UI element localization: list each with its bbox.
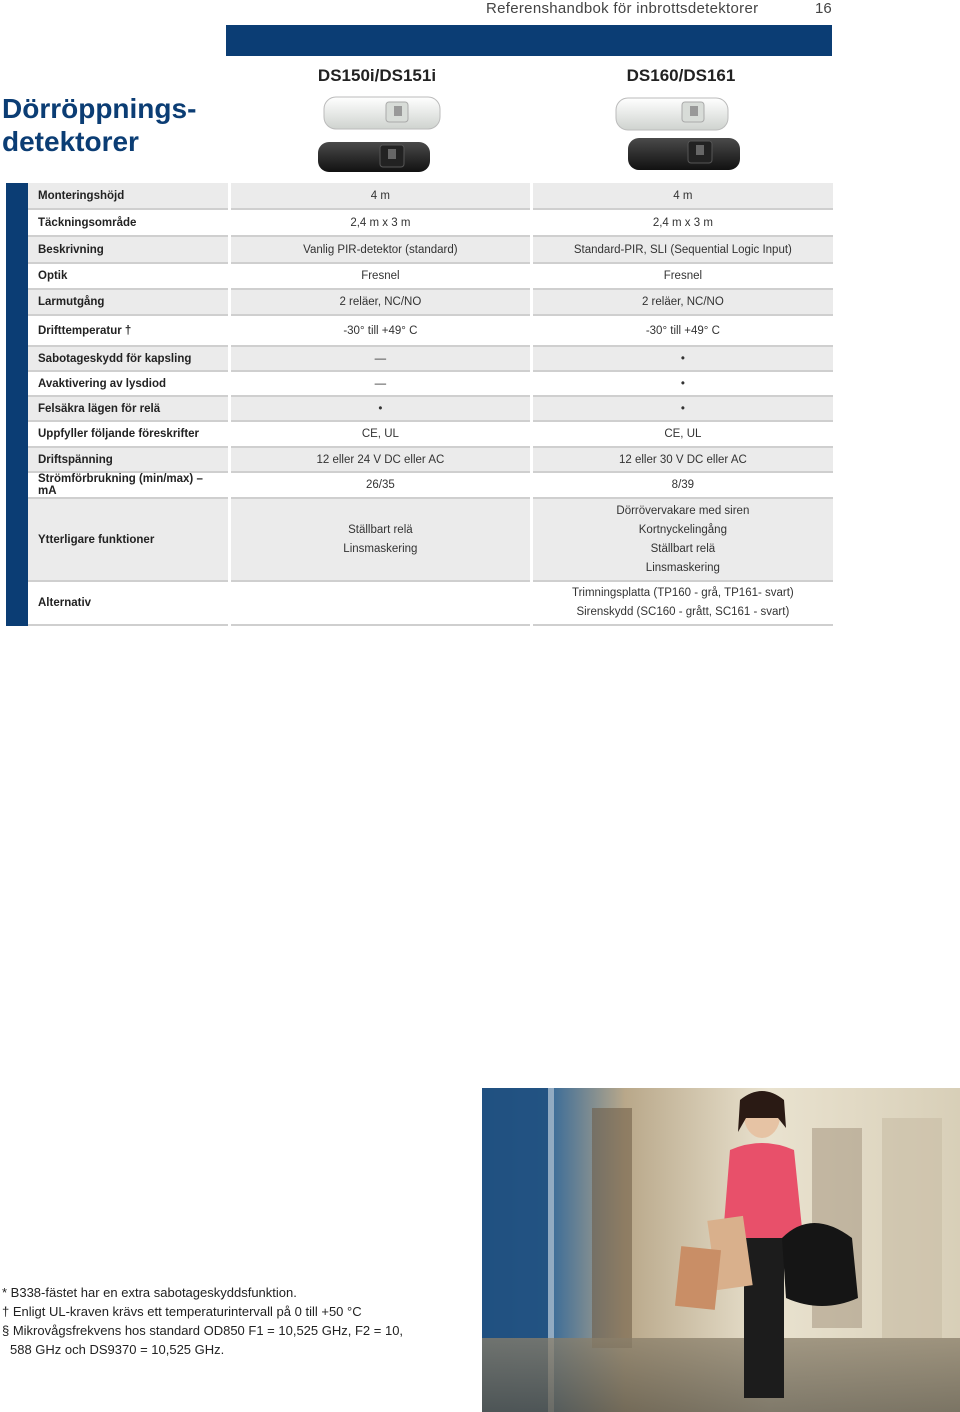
cell-ds150: 2 reläer, NC/NO [230, 289, 532, 315]
cell-ds160: 8/39 [531, 472, 833, 498]
cell-ds160: 4 m [531, 183, 833, 209]
feature-item: Linsmaskering [645, 561, 720, 574]
row-label: Larmutgång [28, 289, 230, 315]
shopper-store-photo [482, 1088, 960, 1412]
cell-ds160: 12 eller 30 V DC eller AC [531, 447, 833, 472]
ds150-detector-image [318, 94, 444, 176]
cell-ds160: 2 reläer, NC/NO [531, 289, 833, 315]
table-row [28, 346, 833, 371]
table-row [28, 236, 833, 263]
table-row [28, 447, 833, 472]
footnote: * B338-fästet har en extra sabotageskyddsfunktion. [2, 1285, 297, 1300]
section-title-line-1: Dörröppnings- [2, 93, 197, 124]
cell-ds150: CE, UL [230, 421, 532, 447]
specification-table [28, 183, 833, 626]
cell-ds150: Fresnel [230, 263, 532, 289]
table-row [28, 581, 833, 625]
row-label: Sabotageskydd för kapsling [28, 346, 230, 371]
footnote: † Enligt UL-kraven krävs ett temperaturintervall på 0 till +50 °C [2, 1304, 362, 1319]
row-label: Täckningsområde [38, 216, 137, 229]
row-label: Monteringshöjd [28, 183, 230, 209]
row-label: Alternativ [38, 597, 92, 609]
feature-item: Linsmaskering [343, 542, 418, 555]
cell-ds150: • [230, 396, 532, 421]
table-row [28, 498, 833, 581]
header-title: Referenshandbok för inbrottsdetektorer [486, 0, 759, 17]
cell-ds160 [531, 581, 833, 625]
cell-ds150: 12 eller 24 V DC eller AC [230, 447, 532, 472]
table-row [28, 183, 833, 209]
cell-ds160: CE, UL [531, 421, 833, 447]
footnote: 588 GHz och DS9370 = 10,525 GHz. [10, 1342, 225, 1357]
cell-ds150: 26/35 [230, 472, 532, 498]
cell-ds150 [230, 498, 532, 581]
cell-ds150: 2,4 m x 3 m [230, 209, 532, 236]
feature-item: Ställbart relä [348, 523, 413, 536]
product-name-ds160: DS160/DS161 [626, 66, 736, 85]
footnote: § Mikrovågsfrekvens hos standard OD850 F1 = 10,525 GHz, F2 = 10, [2, 1323, 404, 1338]
page-number: 16 [815, 0, 832, 17]
option-item: Sirenskydd (SC160 - grått, SC161 - svart) [576, 606, 790, 618]
cell-ds160: 2,4 m x 3 m [531, 209, 833, 236]
cell-ds160: • [531, 396, 833, 421]
table-row [28, 421, 833, 447]
cell-ds150 [230, 581, 532, 625]
cell-ds150: Vanlig PIR-detektor (standard) [230, 236, 532, 263]
table-row [28, 289, 833, 315]
cell-ds150: — [230, 371, 532, 396]
cell-ds160 [531, 498, 833, 581]
table-row [28, 263, 833, 289]
product-name-ds150: DS150i/DS151i [317, 66, 437, 85]
footnotes [2, 1283, 403, 1359]
cell-ds150: -30° till +49° C [230, 315, 532, 346]
table-row [28, 472, 833, 498]
table-row [28, 315, 833, 346]
cell-ds160: Fresnel [531, 263, 833, 289]
ds160-detector-image [612, 96, 742, 176]
feature-item: Ställbart relä [650, 542, 716, 555]
table-row [28, 396, 833, 421]
cell-ds160: • [531, 346, 833, 371]
table-left-accent [6, 183, 28, 626]
option-item: Trimningsplatta (TP160 - grå, TP161- svart) [571, 587, 794, 599]
cell-ds150: 4 m [230, 183, 532, 209]
feature-item: Kortnyckelingång [638, 523, 727, 536]
feature-item: Dörrövervakare med siren [616, 504, 750, 517]
cell-ds160: • [531, 371, 833, 396]
table-row [28, 371, 833, 396]
row-label: Felsäkra lägen för relä [28, 396, 230, 421]
row-label: Driftspänning [28, 447, 230, 472]
cell-ds160: -30° till +49° C [531, 315, 833, 346]
row-label: Drifttemperatur † [38, 324, 132, 337]
row-label: Optik [38, 270, 68, 282]
section-title [2, 92, 196, 158]
table-row [28, 209, 833, 236]
row-label: Avaktivering av lysdiod [38, 377, 167, 390]
row-label: Uppfyller följande föreskrifter [38, 428, 200, 440]
cell-ds160: Standard-PIR, SLI (Sequential Logic Input) [531, 236, 833, 263]
header-color-bar [226, 25, 832, 56]
row-label: Beskrivning [28, 236, 230, 263]
section-title-line-2: detektorer [2, 126, 139, 157]
row-label: Ytterligare funktioner [28, 498, 230, 581]
row-label: Strömförbrukning (min/max) – mA [38, 473, 203, 497]
cell-ds150: — [230, 346, 532, 371]
